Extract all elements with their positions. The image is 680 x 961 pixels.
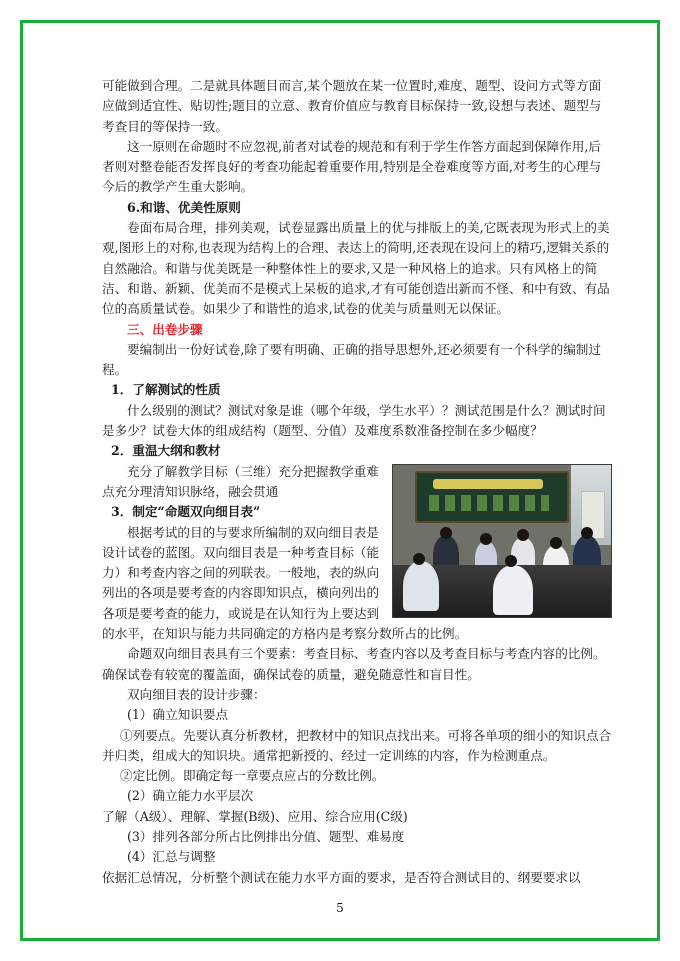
paragraph-harmony: 卷面布局合理，排列美观，试卷显露出质量上的优与排版上的美,它既表现为形式上的美观,图形上的对称,也表现为结构上的合理、表达上的简明,还表现在设问上的精巧,逻辑关系的自然融洽。和谐与优美既是一种整体性上的要求,又是一种风格上的追求。只有风格上的简洁、和谐、新颖、优美而不是模式上呆板的追求,才有可能创造出新而不怪、和中有致、有品位的高质量试卷。如果少了和谐性的追求,试卷的优美与质量则无以保证。 bbox=[102, 220, 610, 317]
photo-blackboard-title bbox=[433, 479, 543, 489]
photo-head bbox=[480, 533, 492, 545]
sub-step-1-set-ratio: ②定比例。即确定每一章要点应占的分数比例。 bbox=[120, 768, 385, 784]
sub-step-3-heading: (3）排列各部分所占比例排出分值、题型、难易度 bbox=[127, 828, 405, 844]
sub-step-4-heading: (4）汇总与调整 bbox=[127, 849, 216, 865]
sub-step-4-text: 依据汇总情况，分析整个测试在能力水平方面的要求，是否符合测试目的、纲要要求以 bbox=[102, 869, 581, 885]
classroom-photo bbox=[392, 464, 612, 618]
photo-head bbox=[413, 553, 425, 565]
paragraph-exam-steps-intro: 要编制出一份好试卷,除了要有明确、正确的指导思想外,还必须要有一个科学的编制过程。 bbox=[102, 341, 601, 378]
paragraph-three-elements: 命题双向细目表具有三个要素：考查目标、考查内容以及考查目标与考查内容的比例。确保试卷有较宽的覆盖面，确保试卷的质量，避免随意性和盲目性。 bbox=[102, 646, 606, 682]
section-heading-exam-steps: 三、出卷步骤 bbox=[127, 321, 203, 337]
design-steps-title: 双向细目表的设计步骤： bbox=[127, 686, 266, 702]
photo-head bbox=[550, 537, 562, 549]
sub-step-2-text: 了解（A级）、理解、掌握(B级)、应用、综合应用(C级) bbox=[102, 808, 408, 824]
step-1-heading: 1．了解测试的性质 bbox=[111, 382, 221, 398]
sub-step-1-heading: (1）确立知识要点 bbox=[127, 707, 229, 723]
step-3-text: 根据考试的目的与要求所编制的双向细目表是设计试卷的蓝图。双向细目表是一种考查目标（能力）和考查内容之间的列联表。一般地，表的纵向列出的各项是要考查的内容即知识点，横向列出的各项是要考查的能力，或说是在认知行为上要达到的水平，在知识与能力共同确定的方格内是考察分数所占的比例。 bbox=[102, 524, 468, 642]
step-2-text: 充分了解教学目标（三维）充分把握教学重难点充分理清知识脉络，融会贯通 bbox=[102, 463, 379, 499]
photo-blackboard-writing bbox=[429, 495, 549, 511]
photo-head bbox=[440, 527, 452, 539]
sub-step-1-list-points: ①列要点。先要认真分析教材，把教材中的知识点找出来。可将各单项的细小的知识点合并归类，组成大的知识块。通常把新授的、经过一定训练的内容，作为检测重点。 bbox=[102, 727, 612, 763]
paragraph-continued: 可能做到合理。二是就具体题目而言,某个题放在某一位置时,难度、题型、设问方式等方面应做到适宜性、贴切性;题目的立意、教育价值应与教育目标保持一致,设想与表述、题型与考查目的等保持一致。 bbox=[102, 78, 602, 134]
sub-step-2-heading: (2）确立能力水平层次 bbox=[127, 788, 254, 804]
photo-person bbox=[493, 565, 533, 615]
page-number: 5 bbox=[336, 901, 344, 915]
photo-head bbox=[517, 529, 529, 541]
photo-head bbox=[581, 527, 593, 539]
document-body bbox=[102, 76, 612, 888]
photo-head bbox=[505, 555, 517, 567]
step-3-heading: 3．制定“命题双向细目表” bbox=[111, 504, 261, 520]
step-2-heading: 2．重温大纲和教材 bbox=[111, 443, 221, 459]
heading-harmony-principle: 6.和谐、优美性原则 bbox=[127, 199, 241, 215]
step-1-text: 什么级别的测试？测试对象是谁（哪个年级，学生水平）？测试范围是什么？测试时间是多少？试卷大体的组成结构（题型、分值）及难度系数准备控制在多少幅度？ bbox=[102, 402, 606, 439]
paragraph-principle-note: 这一原则在命题时不应忽视,前者对试卷的规范和有利于学生作答方面起到保障作用,后者则对整卷能否发挥良好的考查功能起着重要作用,特别是全卷难度等方面,对考生的心理与今后的教学产生重大影响。 bbox=[102, 138, 602, 195]
photo-person bbox=[403, 561, 439, 611]
